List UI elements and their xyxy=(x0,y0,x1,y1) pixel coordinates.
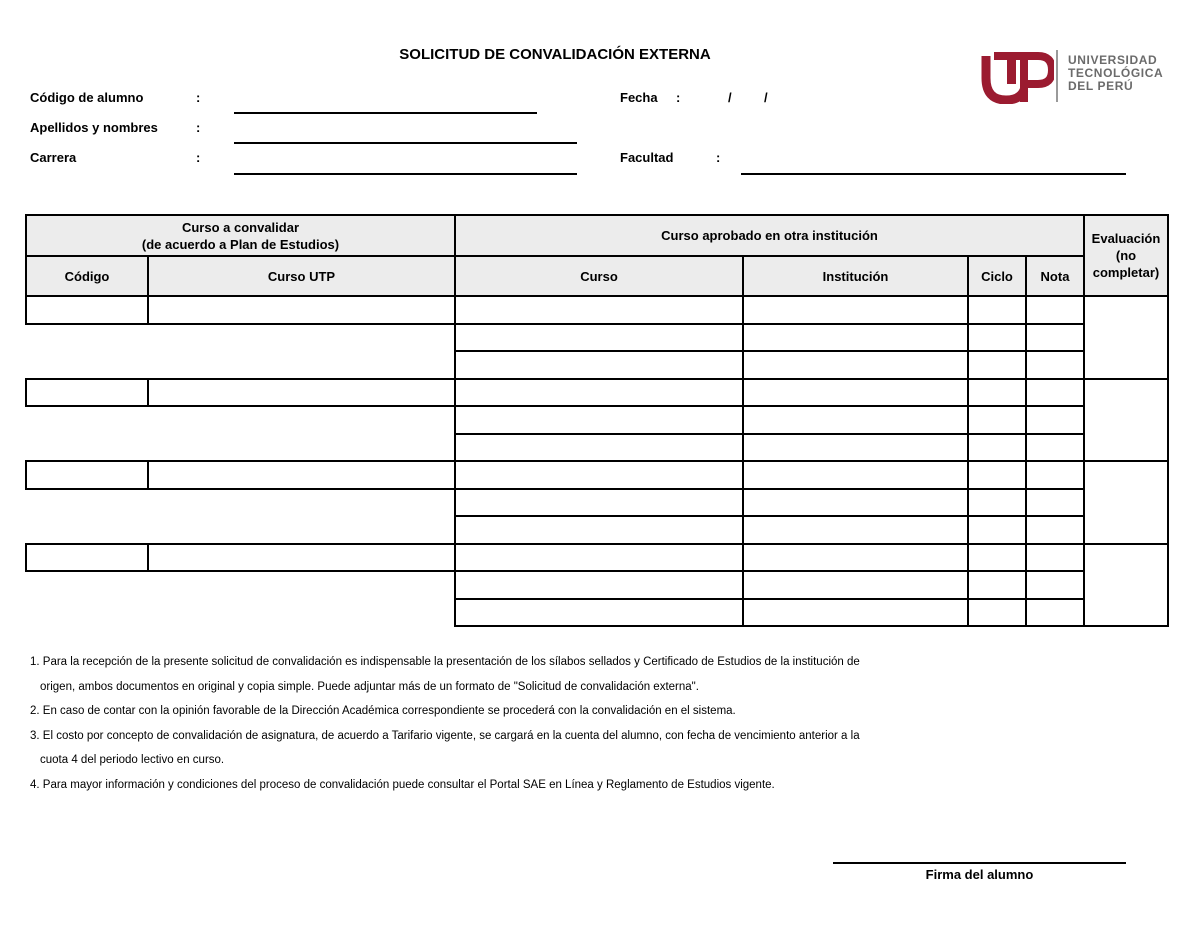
facultad-field-line[interactable] xyxy=(741,173,1126,175)
nota-input-cell[interactable] xyxy=(1025,350,1085,380)
ciclo-input-cell[interactable] xyxy=(967,598,1027,628)
institucion-input-cell[interactable] xyxy=(742,460,969,490)
institucion-input-cell[interactable] xyxy=(742,488,969,518)
note-3-cont: cuota 4 del periodo lectivo en curso. xyxy=(40,754,225,766)
ciclo-input-cell[interactable] xyxy=(967,515,1027,545)
codigo-input-cell[interactable] xyxy=(25,543,149,573)
institucion-input-cell[interactable] xyxy=(742,323,969,353)
institucion-input-cell[interactable] xyxy=(742,570,969,600)
curso-utp-input-cell[interactable] xyxy=(147,460,456,490)
facultad-label: Facultad xyxy=(620,150,674,165)
apellidos-colon: : xyxy=(196,120,201,135)
ciclo-input-cell[interactable] xyxy=(967,543,1027,573)
utp-logo-mark-icon xyxy=(980,48,1054,104)
nota-input-cell[interactable] xyxy=(1025,433,1085,463)
apellidos-field-line[interactable] xyxy=(234,142,577,144)
curso-input-cell[interactable] xyxy=(454,570,744,600)
curso-input-cell[interactable] xyxy=(454,323,744,353)
note-4: 4. Para mayor información y condiciones del proceso de convalidación puede consultar el Portal SAE en Línea y Reglamento de Estudios vigente. xyxy=(30,778,775,791)
carrera-field-line[interactable] xyxy=(234,173,577,175)
col-institucion: Institución xyxy=(742,255,969,297)
signature-line[interactable] xyxy=(833,862,1126,864)
carrera-colon: : xyxy=(196,150,201,165)
nota-input-cell[interactable] xyxy=(1025,570,1085,600)
signature-label: Firma del alumno xyxy=(925,867,1034,882)
logo-wordmark: UNIVERSIDAD TECNOLÓGICA DEL PERÚ xyxy=(1068,53,1164,93)
codigo-label: Código de alumno xyxy=(30,90,144,105)
institucion-input-cell[interactable] xyxy=(742,295,969,325)
carrera-label: Carrera xyxy=(30,150,77,165)
note-1: 1. Para la recepción de la presente solicitud de convalidación es indispensable la presentación de los sílabos sellados y Certificado de Estudios de la institución de xyxy=(30,656,860,668)
note-2: 2. En caso de contar con la opinión favorable de la Dirección Académica correspondiente se procederá con la convalidación en el sistema. xyxy=(30,705,736,717)
curso-input-cell[interactable] xyxy=(454,295,744,325)
fecha-slash-1: / xyxy=(728,90,732,105)
ciclo-input-cell[interactable] xyxy=(967,460,1027,490)
evaluacion-cell[interactable] xyxy=(1083,378,1169,463)
institucion-input-cell[interactable] xyxy=(742,378,969,408)
curso-input-cell[interactable] xyxy=(454,598,744,628)
note-1-cont: origen, ambos documentos en original y copia simple. Puede adjuntar más de un formato de "Solicitud de convalidación externa". xyxy=(40,680,699,693)
curso-input-cell[interactable] xyxy=(454,460,744,490)
evaluacion-cell[interactable] xyxy=(1083,460,1169,545)
note-3: 3. El costo por concepto de convalidación de asignatura, de acuerdo a Tarifario vigente, se cargará en la cuenta del alumno, con fecha de vencimiento anterior a la xyxy=(30,729,860,742)
col-nota: Nota xyxy=(1025,255,1085,297)
curso-input-cell[interactable] xyxy=(454,543,744,573)
ciclo-input-cell[interactable] xyxy=(967,323,1027,353)
nota-input-cell[interactable] xyxy=(1025,460,1085,490)
fecha-colon: : xyxy=(676,90,681,105)
facultad-colon: : xyxy=(716,150,721,165)
curso-input-cell[interactable] xyxy=(454,350,744,380)
ciclo-input-cell[interactable] xyxy=(967,488,1027,518)
header-evaluacion: Evaluación (no completar) xyxy=(1083,214,1169,297)
nota-input-cell[interactable] xyxy=(1025,405,1085,435)
evaluacion-cell[interactable] xyxy=(1083,543,1169,628)
nota-input-cell[interactable] xyxy=(1025,378,1085,408)
curso-utp-input-cell[interactable] xyxy=(147,378,456,408)
nota-input-cell[interactable] xyxy=(1025,323,1085,353)
institucion-input-cell[interactable] xyxy=(742,405,969,435)
page-title: SOLICITUD DE CONVALIDACIÓN EXTERNA xyxy=(399,46,711,63)
institucion-input-cell[interactable] xyxy=(742,598,969,628)
curso-input-cell[interactable] xyxy=(454,488,744,518)
logo-divider xyxy=(1056,50,1058,102)
header-curso-aprobado: Curso aprobado en otra institución xyxy=(454,214,1085,257)
fecha-slash-2: / xyxy=(764,90,768,105)
ciclo-input-cell[interactable] xyxy=(967,405,1027,435)
codigo-input-cell[interactable] xyxy=(25,460,149,490)
header-curso-a-convalidar: Curso a convalidar (de acuerdo a Plan de Estudios) xyxy=(25,214,456,257)
codigo-colon: : xyxy=(196,90,201,105)
evaluacion-cell[interactable] xyxy=(1083,295,1169,380)
col-ciclo: Ciclo xyxy=(967,255,1027,297)
ciclo-input-cell[interactable] xyxy=(967,295,1027,325)
codigo-input-cell[interactable] xyxy=(25,295,149,325)
curso-input-cell[interactable] xyxy=(454,433,744,463)
ciclo-input-cell[interactable] xyxy=(967,350,1027,380)
institucion-input-cell[interactable] xyxy=(742,433,969,463)
nota-input-cell[interactable] xyxy=(1025,295,1085,325)
ciclo-input-cell[interactable] xyxy=(967,433,1027,463)
utp-logo xyxy=(980,48,1164,108)
codigo-input-cell[interactable] xyxy=(25,378,149,408)
curso-input-cell[interactable] xyxy=(454,405,744,435)
fecha-label: Fecha xyxy=(620,90,658,105)
nota-input-cell[interactable] xyxy=(1025,543,1085,573)
curso-utp-input-cell[interactable] xyxy=(147,543,456,573)
institucion-input-cell[interactable] xyxy=(742,515,969,545)
nota-input-cell[interactable] xyxy=(1025,515,1085,545)
col-codigo: Código xyxy=(25,255,149,297)
curso-utp-input-cell[interactable] xyxy=(147,295,456,325)
institucion-input-cell[interactable] xyxy=(742,543,969,573)
nota-input-cell[interactable] xyxy=(1025,488,1085,518)
col-curso-utp: Curso UTP xyxy=(147,255,456,297)
notes-list xyxy=(30,650,1030,797)
ciclo-input-cell[interactable] xyxy=(967,378,1027,408)
institucion-input-cell[interactable] xyxy=(742,350,969,380)
col-curso: Curso xyxy=(454,255,744,297)
codigo-field-line[interactable] xyxy=(234,112,537,114)
nota-input-cell[interactable] xyxy=(1025,598,1085,628)
ciclo-input-cell[interactable] xyxy=(967,570,1027,600)
apellidos-label: Apellidos y nombres xyxy=(30,120,158,135)
curso-input-cell[interactable] xyxy=(454,515,744,545)
curso-input-cell[interactable] xyxy=(454,378,744,408)
